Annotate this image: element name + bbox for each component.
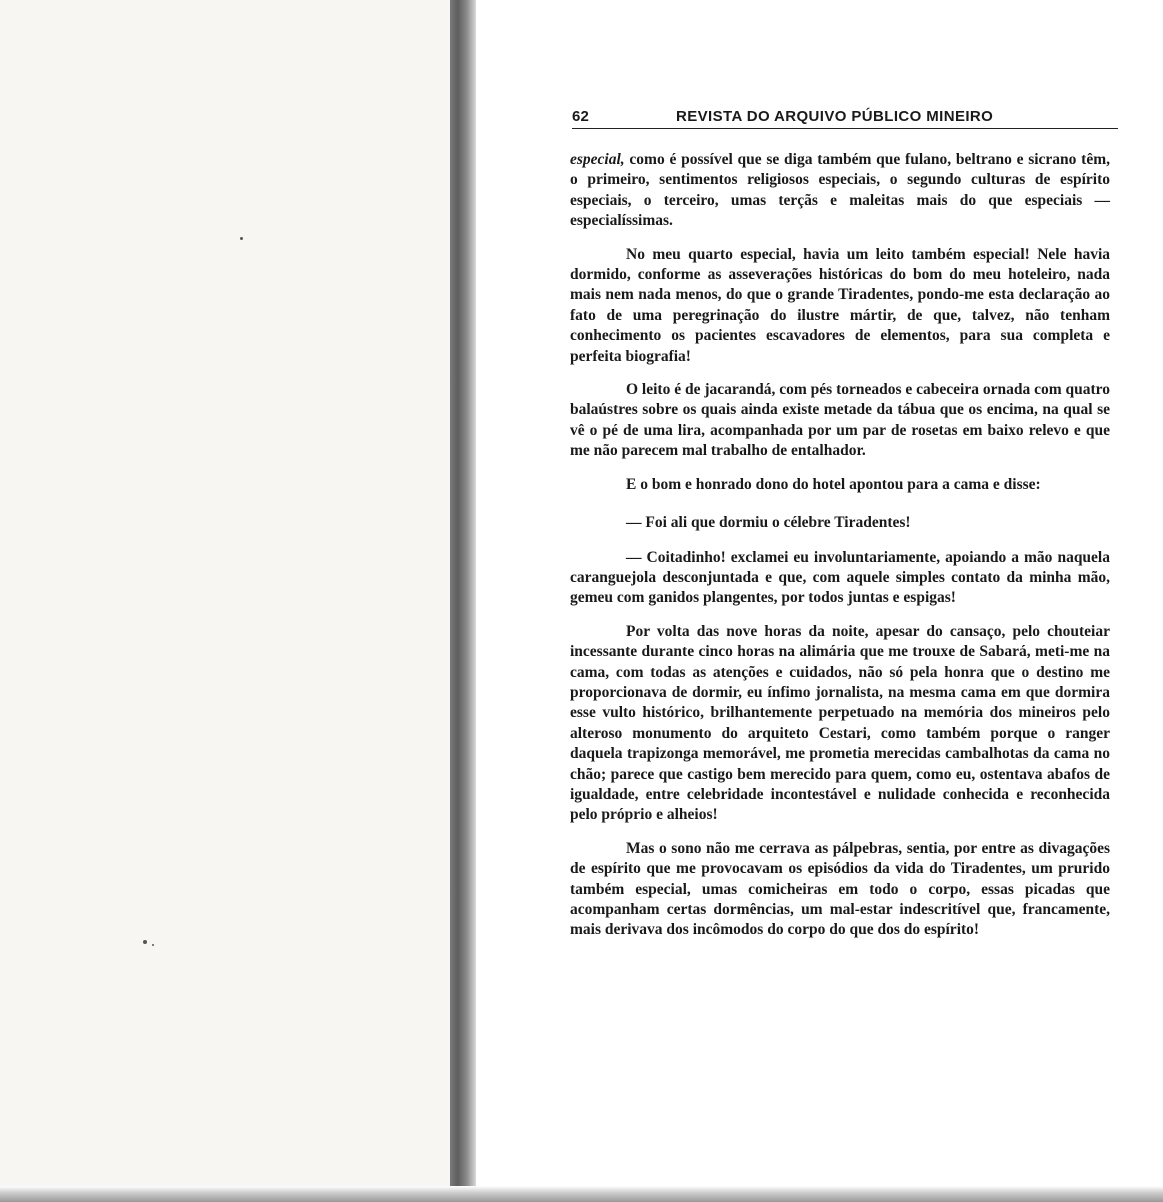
paragraph-6: — Coitadinho! exclamei eu involuntariamente, apoiando a mão naquela caranguejola desconjuntada e que, com aquele simples contato da minha mão, gemeu com ganidos plangentes, por todos juntas e espigas!	[570, 548, 1110, 607]
print-speck	[152, 944, 154, 946]
print-speck	[240, 237, 243, 240]
paragraph-4: E o bom e honrado dono do hotel apontou para a cama e disse:	[626, 475, 1041, 493]
right-page	[476, 0, 1163, 1186]
paragraph-5: — Foi ali que dormiu o célebre Tiradentes!	[626, 514, 911, 532]
running-title: REVISTA DO ARQUIVO PÚBLICO MINEIRO	[676, 108, 994, 125]
paragraph-1	[570, 150, 1110, 232]
page-number: 62	[572, 108, 590, 125]
page-header	[572, 106, 1118, 129]
left-page-blank	[0, 0, 450, 1202]
book-spine-shadow	[450, 0, 476, 1202]
paragraph-8: Mas o sono não me cerrava as pálpebras, sentia, por entre as divagações de espírito que me provocavam os episódios da vida do Tiradentes, um prurido também especial, umas comicheiras em todo o corpo, essas picadas que acompanham certas dormências, um mal-estar indescritível que, francamente, mais derivava dos incômodos do corpo do que dos do espírito!	[570, 839, 1110, 939]
paragraph-1-italic-word: especial,	[570, 151, 625, 168]
paragraph-2: No meu quarto especial, havia um leito também especial! Nele havia dormido, conforme as asseverações históricas do bom do meu hoteleiro, nada mais nem nada menos, do que o grande Tiradentes, pondo-me esta declaração ao fato de uma peregrinação do ilustre mártir, de que, talvez, não tenham conhecimento os pacientes escavadores de elementos, para sua completa e perfeita biografia!	[570, 245, 1110, 365]
paragraph-3: O leito é de jacarandá, com pés torneados e cabeceira ornada com quatro balaústres sobre os quais ainda existe metade da tábua que os encima, na qual se vê o pé de uma lira, acompanhada por um par de rosetas em baixo relevo e que me não parecem mal trabalho de entalhador.	[570, 381, 1111, 460]
text-body	[570, 150, 1110, 954]
paragraph-7: Por volta das nove horas da noite, apesar do cansaço, pelo chouteiar incessante durante cinco horas na alimária que me trouxe de Sabará, meti-me na cama, com todas as atenções e cuidados, não só pela honra que o destino me proporcionava de dormir, eu ínfimo jornalista, na mesma cama em que dormira esse vulto histórico, brilhantemente perpetuado na memória dos mineiros pelo alteroso monumento do arquiteto Cestari, como também porque o ranger daquela trapizonga memorável, me prometia merecidas cambalhotas da cama no chão; parece que castigo bem merecido para quem, como eu, ostentava abafos de igualdade, entre celebridade incontestável e nulidade conhecida e reconhecida pelo próprio e alheios!	[570, 622, 1110, 824]
print-speck	[143, 940, 147, 944]
paragraph-1-text: como é possível que se diga também que fulano, beltrano e sicrano têm, o primeiro, sentimentos religiosos especiais, o segundo culturas de espírito especiais, o terceiro, umas terçãs e maleitas mais do que especiais — especialíssimas.	[570, 151, 1110, 230]
scan-bottom-edge	[0, 1186, 1163, 1202]
